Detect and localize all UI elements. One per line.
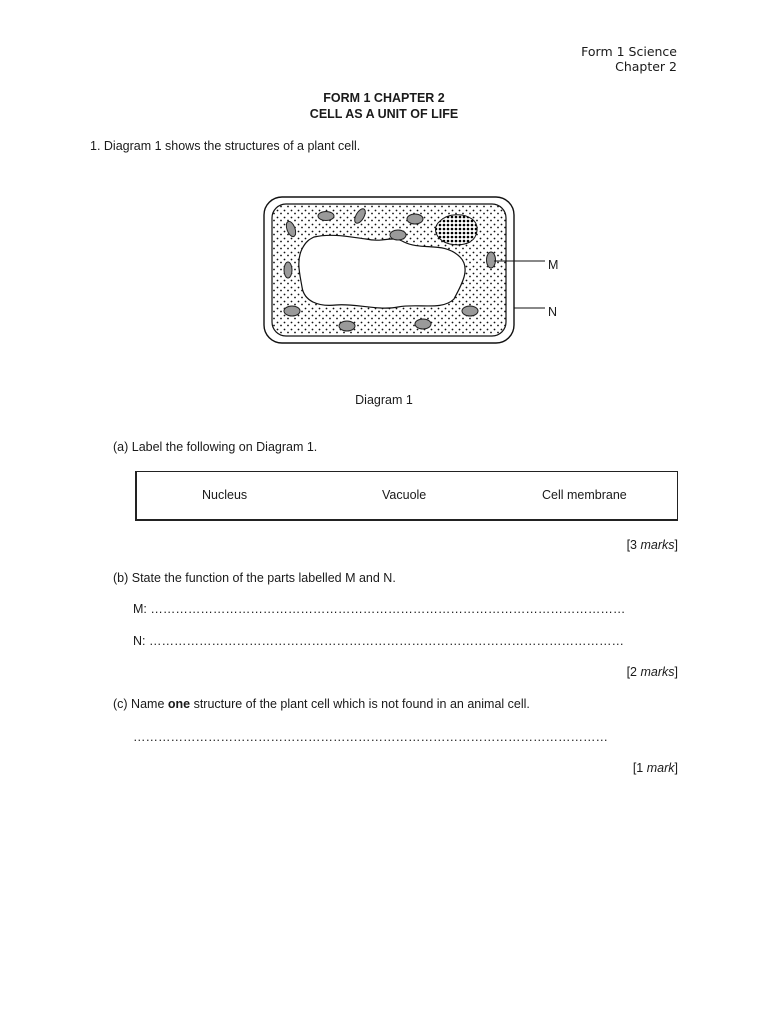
answer-line-c[interactable]: …………………………………………………………………………………………………… [133, 730, 608, 744]
document-header [581, 44, 677, 74]
part-b-text: (b) State the function of the parts labelled M and N. [113, 571, 396, 585]
answer-line-n[interactable] [133, 634, 673, 648]
question-1-intro: 1. Diagram 1 shows the structures of a plant cell. [90, 139, 361, 153]
part-b-marks: [2 marks] [626, 665, 678, 679]
answer-prefix-n: N: [133, 634, 146, 648]
option-vacuole: Vacuole [382, 488, 427, 502]
header-chapter: Chapter 2 [615, 59, 677, 74]
option-cell-membrane: Cell membrane [542, 488, 627, 502]
answer-dots-m: …………………………………………………………………………………………………… [150, 602, 626, 616]
label-options-box [135, 471, 678, 521]
answer-line-m[interactable] [133, 602, 678, 616]
label-n: N [548, 305, 558, 319]
emphasis-one: one [167, 697, 191, 711]
page-subtitle: CELL AS A UNIT OF LIFE [309, 107, 459, 121]
option-nucleus: Nucleus [202, 488, 248, 502]
part-c-text: (c) Name one structure of the plant cell which is not found in an animal cell. [113, 697, 530, 711]
diagram-caption: Diagram 1 [355, 393, 413, 407]
answer-dots-n: …………………………………………………………………………………………………… [148, 634, 624, 648]
header-subject: Form 1 Science [581, 44, 677, 59]
label-m: M [548, 258, 559, 272]
plant-cell-diagram [262, 195, 552, 350]
answer-prefix-m: M: [133, 602, 147, 616]
part-c-marks: [1 mark] [632, 761, 678, 775]
nucleus [436, 215, 478, 245]
part-a-text: (a) Label the following on Diagram 1. [113, 440, 318, 454]
page-title: FORM 1 CHAPTER 2 [323, 91, 445, 105]
part-a-marks: [3 marks] [626, 538, 678, 552]
